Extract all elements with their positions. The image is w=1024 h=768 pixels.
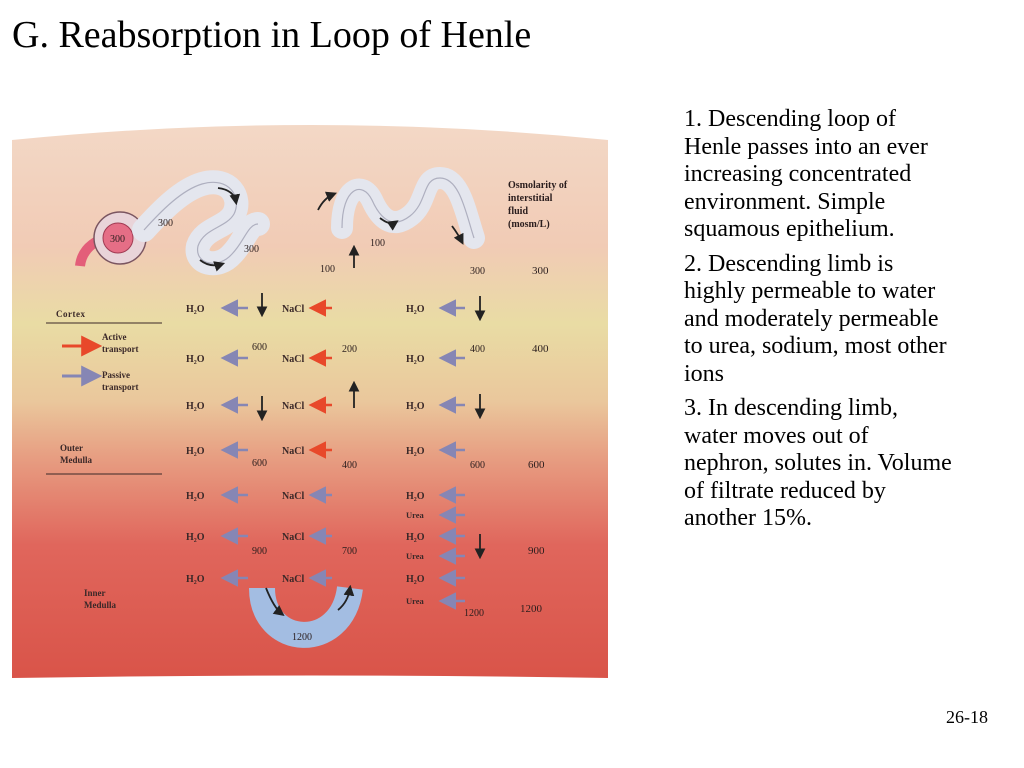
osmolarity-header-line-3: fluid [508, 206, 529, 217]
collecting-value: 400 [470, 344, 485, 355]
water-label: H₂O [186, 304, 205, 315]
point-1: 1. Descending loop of Henle passes into an ever increasing concentrated environment. Simple squamous epithelium. [684, 106, 928, 242]
water-label: H₂O [406, 354, 425, 365]
point-2: 2. Descending limb is highly permeable to water and moderately permeable to urea, sodium, most other ions [684, 250, 947, 387]
region-cortex: Cortex [56, 309, 86, 319]
osmolarity-header-line-4: (mosm/L) [508, 219, 550, 230]
interstitial-value: 900 [528, 545, 545, 557]
collecting-value: 300 [470, 266, 485, 277]
corpuscle-value: 300 [110, 234, 125, 245]
interstitial-value: 600 [528, 459, 545, 471]
water-label: H₂O [406, 491, 425, 502]
nacl-label: NaCl [282, 354, 305, 365]
osmolarity-header-line-1: Osmolarity of [508, 180, 568, 191]
water-label: H₂O [186, 446, 205, 457]
collecting-value: 600 [470, 460, 485, 471]
descending-value: 900 [252, 546, 267, 557]
slide-number: 26-18 [946, 707, 988, 727]
ascending-value: 200 [342, 344, 357, 355]
water-label: H₂O [186, 574, 205, 585]
pct-value-top: 300 [158, 218, 173, 229]
ascending-value: 400 [342, 460, 357, 471]
slide-title: G. Reabsorption in Loop of Henle [12, 14, 532, 56]
water-label: H₂O [406, 401, 425, 412]
water-label: H₂O [406, 574, 425, 585]
nacl-label: NaCl [282, 491, 305, 502]
interstitial-value: 1200 [520, 603, 542, 615]
water-label: H₂O [406, 446, 425, 457]
legend-active-label-2: transport [102, 344, 139, 354]
interstitial-value: 300 [532, 265, 549, 277]
urea-label: Urea [406, 510, 424, 520]
ascending-value: 100 [320, 264, 335, 275]
water-label: H₂O [406, 304, 425, 315]
legend-passive-label-1: Passive [102, 370, 130, 380]
region-inner-medulla-1: Inner [84, 588, 106, 598]
dct-value: 100 [370, 238, 385, 249]
water-label: H₂O [186, 401, 205, 412]
region-outer-medulla-2: Medulla [60, 455, 93, 465]
interstitial-value: 400 [532, 343, 549, 355]
region-inner-medulla-2: Medulla [84, 600, 117, 610]
collecting-value: 1200 [464, 608, 484, 619]
point-3: 3. In descending limb, water moves out of nephron, solutes in. Volume of filtrate reduced by another 15%. [684, 395, 952, 531]
water-label: H₂O [186, 354, 205, 365]
osmolarity-header-line-2: interstitial [508, 193, 553, 204]
loop-of-henle-diagram [12, 118, 608, 696]
nacl-label: NaCl [282, 574, 305, 585]
loop-bottom-value: 1200 [292, 632, 312, 643]
nacl-label: NaCl [282, 304, 305, 315]
text-points [684, 106, 954, 540]
descending-value: 600 [252, 342, 267, 353]
nacl-label: NaCl [282, 532, 305, 543]
water-label: H₂O [186, 491, 205, 502]
ascending-value: 700 [342, 546, 357, 557]
urea-label: Urea [406, 551, 424, 561]
pct-value-bend: 300 [244, 244, 259, 255]
water-label: H₂O [406, 532, 425, 543]
legend-active-label-1: Active [102, 332, 127, 342]
urea-label: Urea [406, 596, 424, 606]
nacl-label: NaCl [282, 446, 305, 457]
water-label: H₂O [186, 532, 205, 543]
descending-value: 600 [252, 458, 267, 469]
region-outer-medulla-1: Outer [60, 443, 83, 453]
nacl-label: NaCl [282, 401, 305, 412]
legend-passive-label-2: transport [102, 382, 139, 392]
